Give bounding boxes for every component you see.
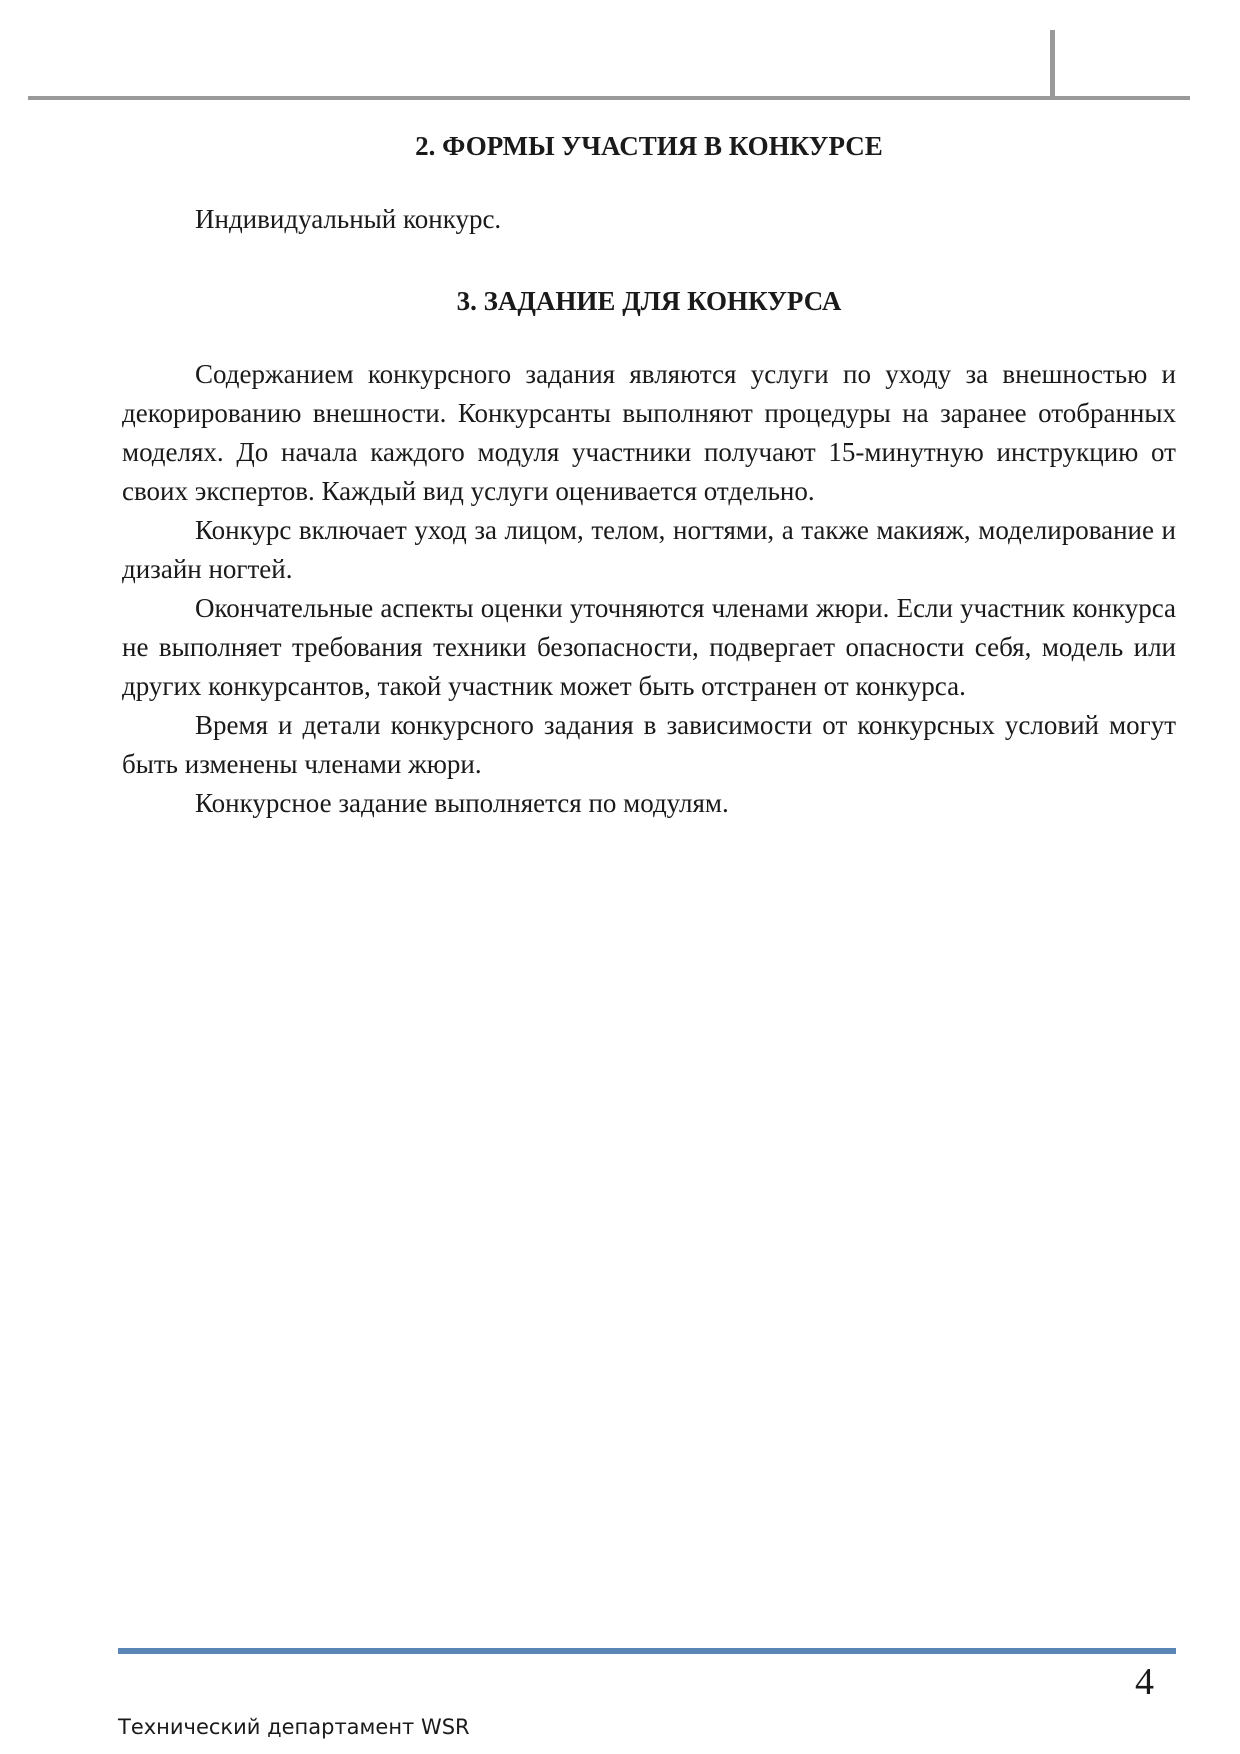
header-rule bbox=[28, 96, 1190, 100]
section-2-paragraph: Индивидуальный конкурс. bbox=[195, 204, 502, 234]
section-3-paragraph-5: Конкурсное задание выполняется по модулям. bbox=[195, 788, 729, 818]
section-heading-2: 2. ФОРМЫ УЧАСТИЯ В КОНКУРСЕ bbox=[415, 131, 883, 161]
section-3-paragraph-2: Конкурс включает уход за лицом, телом, ногтями, а также макияж, моделирование и дизайн ногтей. bbox=[122, 515, 1176, 584]
footer-department: Технический департамент WSR bbox=[118, 1715, 470, 1739]
section-3-paragraph-3: Окончательные аспекты оценки уточняются членами жюри. Если участник конкурса не выполняет требования техники безопасности, подвергает опасности себя, модель или других конкурсантов, такой участник может быть отстранен от конкурса. bbox=[122, 593, 1176, 701]
page-body bbox=[122, 126, 1176, 823]
section-3-paragraph-1: Содержанием конкурсного задания являются услуги по уходу за внешностью и декорированию внешности. Конкурсанты выполняют процедуры на заранее отобранных моделях. До начала каждого модуля участники получают 15-минутную инструкцию от своих экспертов. Каждый вид услуги оценивается отдельно. bbox=[122, 359, 1176, 506]
header-tick bbox=[1050, 30, 1055, 98]
section-3-paragraph-4: Время и детали конкурсного задания в зависимости от конкурсных условий могут быть изменены членами жюри. bbox=[122, 710, 1176, 779]
page-number: 4 bbox=[1135, 1661, 1154, 1703]
footer-rule bbox=[118, 1648, 1176, 1654]
section-heading-3: 3. ЗАДАНИЕ ДЛЯ КОНКУРСА bbox=[456, 286, 842, 316]
